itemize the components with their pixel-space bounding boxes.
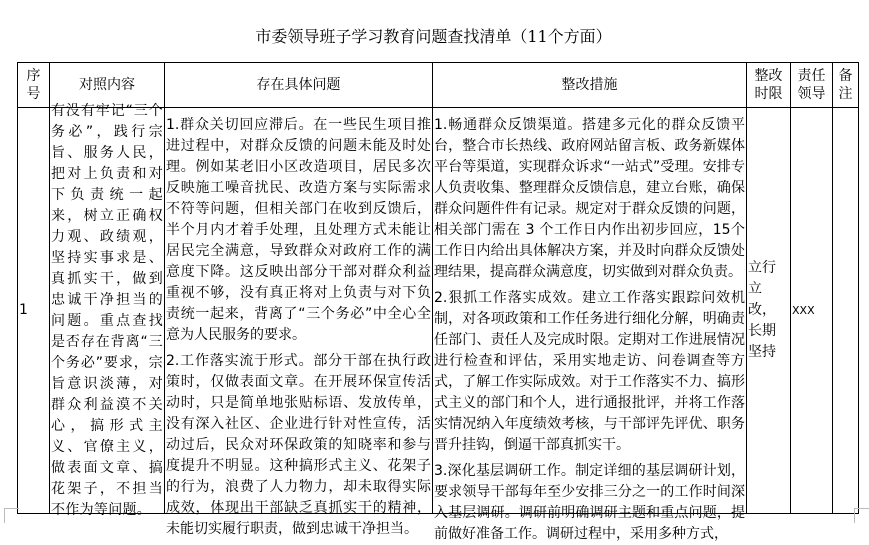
leader-cell (791, 108, 833, 514)
page-corner-mark (4, 508, 19, 523)
deadline-text: 立行立改，长期坚持 (748, 260, 776, 360)
header-leader: 责任领导 (791, 63, 833, 108)
measure-item: 2.狠抓工作落实成效。建立工作落实跟踪问效机制，对各项政策和工作任务进行细化分解，明确责任部门、责任人及完成时限。定期对工作进展情况进行检查和评估，采用实地走访、问卷调查等方式，了解工作实际成效。对于工作落实不力、搞形式主义的部门和个人，进行通报批评，并将工作落实情况纳入年度绩效考核，与干部评先评优、职务晋升挂钩，倒逼干部真抓实干。 (434, 290, 745, 453)
issue-list-table (17, 62, 859, 542)
header-reference: 对照内容 (50, 63, 165, 108)
leader-text: XXX (792, 304, 815, 317)
problem-item: 1.群众关切回应滞后。在一些民生项目推进过程中，对群众反馈的问题未能及时处理。例如某老旧小区改造项目，居民多次反映施工噪音扰民、改造方案与实际需求不符等问题，但相关部门在收到反馈后，半个月内才着手处理，且处理方式未能让居民完全满意，导致群众对政府工作的满意度下降。这反映出部分干部对群众利益重视不够，没有真正将对上负责与对下负责统一起来，背离了“三个务必”中全心全意为人民服务的要求。 (166, 117, 431, 343)
deadline-cell (747, 108, 791, 514)
header-deadline: 整改时限 (747, 63, 791, 108)
header-index: 序号 (18, 63, 50, 108)
measure-item: 1.畅通群众反馈渠道。搭建多元化的群众反馈平台，整合市长热线、政府网站留言板、政务新媒体平台等渠道，实现群众诉求“一站式”受理。安排专人负责收集、整理群众反馈信息，建立台账，确保群众问题件件有记录。规定对于群众反馈的问题，相关部门需在 3 个工作日内作出初步回应，15个工作日内给出具体解决方案，并及时向群众反馈处理结果，提高群众满意度，切实做到对群众负责。 (434, 117, 745, 280)
page-title: 市委领导班子学习教育问题查找清单（11个方面） (255, 27, 612, 46)
reference-text: 有没有牢记“三个务必”，践行宗旨、服务人民，把对上负责和对下负责统一起来，树立正确权力观、政绩观，坚持实事求是、真抓实干，做到忠诚干净担当的问题。重点查找是否存在背离“三个务必”要求，宗旨意识淡薄，对群众利益漠不关心，搞形式主义、官僚主义，做表面文章、搞花架子，不担当不作为等问题。 (51, 102, 163, 518)
table-row (18, 108, 859, 514)
problems-cell (165, 108, 433, 537)
problem-item: 2.工作落实流于形式。部分干部在执行政策时，仅做表面文章。在开展环保宣传活动时，只是简单地张贴标语、发放传单，没有深入社区、企业进行针对性宣传，活动过后，民众对环保政策的知晓率和参与度提升不明显。这种搞形式主义、花架子的行为，浪费了人力物力，却未取得实际成效，体现出干部缺乏真抓实干的精神，未能切实履行职责，做到忠诚干净担当。 (166, 353, 431, 537)
measure-item: 3.深化基层调研工作。制定详细的基层调研计划，要求领导干部每年至少安排三分之一的工作时间深入基层调研。调研前明确调研主题和重点问题，提前做好准备工作。调研过程中，采用多种方式， (434, 463, 745, 542)
header-problems: 存在具体问题 (165, 63, 433, 108)
measures-cell (433, 108, 747, 542)
reference-cell (50, 102, 165, 518)
header-note: 备注 (833, 63, 859, 108)
page-corner-mark (854, 508, 869, 523)
row-index-cell (18, 108, 50, 514)
note-cell (833, 108, 859, 514)
row-index: 1 (19, 302, 28, 318)
header-measures: 整改措施 (433, 63, 747, 108)
